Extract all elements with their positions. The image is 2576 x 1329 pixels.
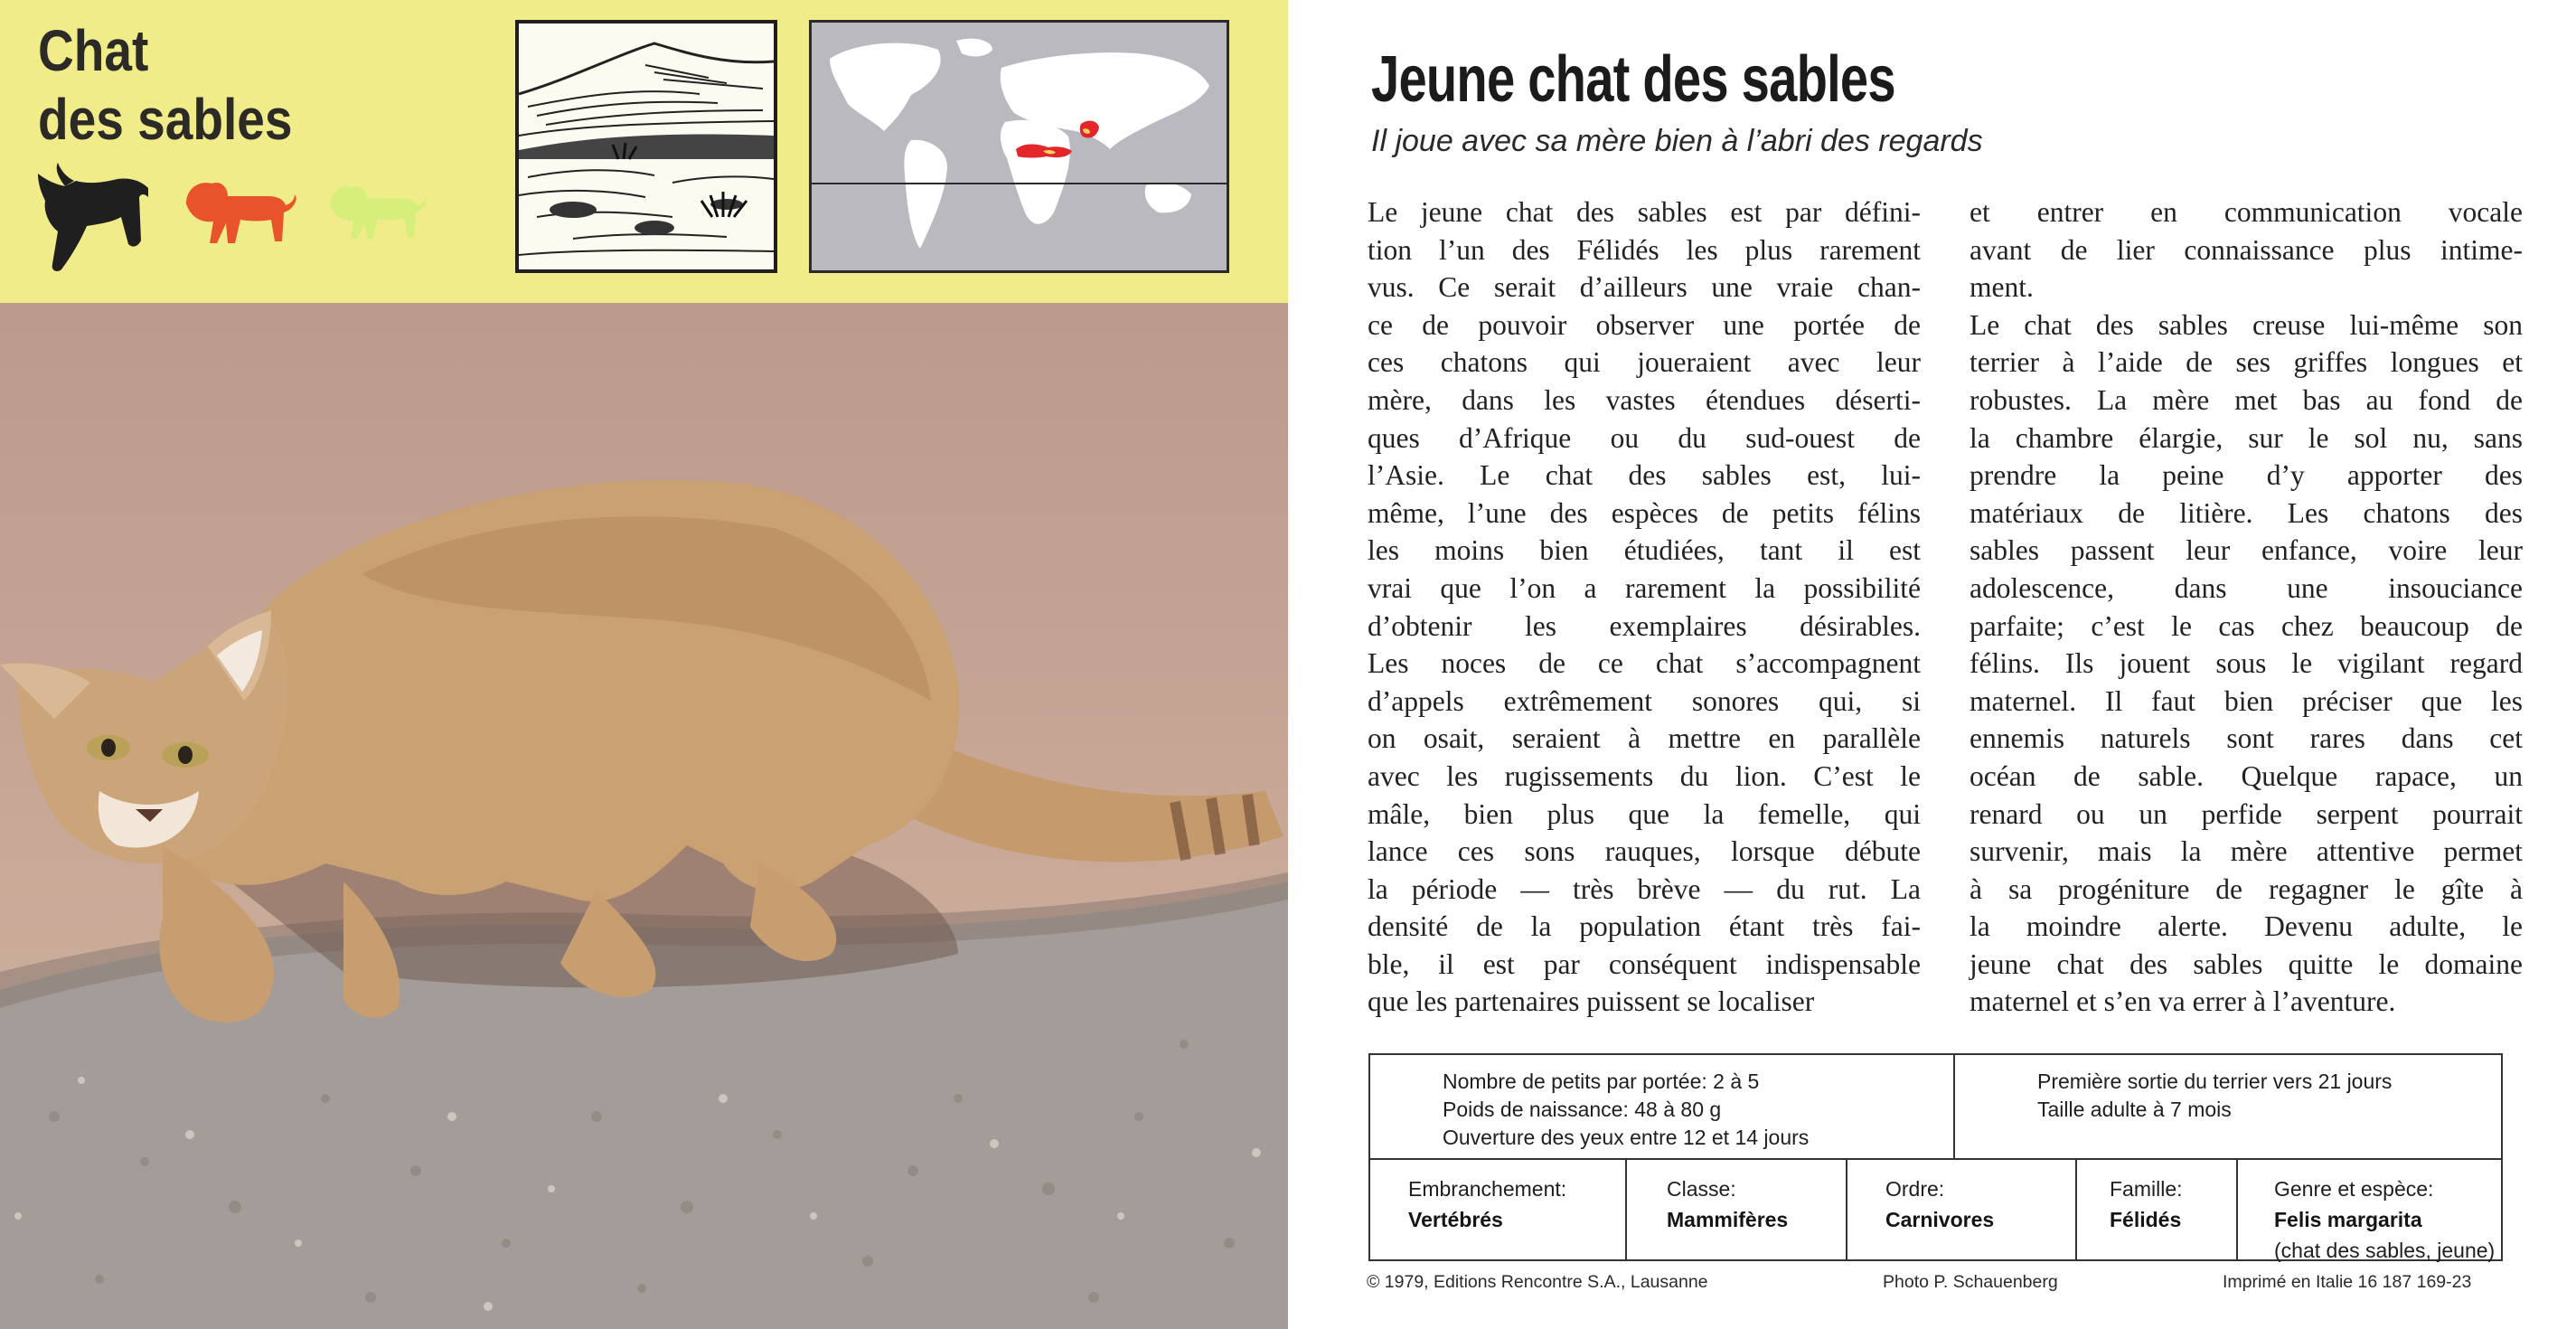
- taxonomy-separator: [1625, 1160, 1627, 1259]
- article-line: Le jeune chat des sables est par défini-: [1368, 196, 1921, 228]
- animal-card-back: [1288, 0, 2576, 1329]
- article-line: lance ces sons rauques, lorsque débute: [1368, 835, 1921, 868]
- embranchement-value: Vertébrés: [1408, 1208, 1503, 1231]
- article-line: mâle, bien plus que la femelle, qui: [1368, 797, 1921, 830]
- stats-divider: [1953, 1055, 1955, 1158]
- genre-note: (chat des sables, jeune): [2274, 1239, 2496, 1262]
- ordre-label: Ordre:: [1885, 1177, 1945, 1201]
- article-line: et entrer en communication vocale: [1970, 196, 2523, 228]
- stat-birth-weight: Poids de naissance: 48 à 80 g: [1443, 1098, 1722, 1121]
- article-line: avant de lier connaissance plus intime-: [1970, 233, 2523, 266]
- habitat-illustration: [515, 20, 777, 273]
- desert-dunes-icon: [519, 24, 774, 269]
- range-map: [809, 20, 1229, 273]
- article-line: ques d’Afrique ou du sud-ouest de: [1368, 421, 1921, 454]
- article-line: maternel. Il faut bien préciser que les: [1970, 684, 2523, 717]
- taxonomy-separator: [2075, 1160, 2077, 1259]
- article-line: la moindre alerte. Devenu adulte, le: [1970, 910, 2523, 943]
- taxonomy-box: [1368, 1160, 2503, 1261]
- card-title-line2: des sables: [38, 87, 293, 152]
- article-line: Les noces de ce chat s’accompagnent: [1368, 647, 1921, 680]
- world-map-icon: [812, 23, 1227, 270]
- article-line: terrier à l’aide de ses griffes longues et: [1970, 346, 2523, 379]
- article-line: ces chatons qui joueraient avec leur: [1368, 346, 1921, 379]
- article-line: avec les rugissements du lion. C’est le: [1368, 759, 1921, 792]
- stat-litter-size: Nombre de petits par portée: 2 à 5: [1443, 1070, 1760, 1093]
- article-line: Le chat des sables creuse lui-même son: [1970, 308, 2523, 341]
- article-line: sables passent leur enfance, voire leur: [1970, 534, 2523, 567]
- article-line: que les partenaires puissent se localiser: [1368, 985, 1815, 1018]
- stat-first-exit: Première sortie du terrier vers 21 jours: [2037, 1070, 2393, 1093]
- article-line: mère, dans les vastes étendues déserti-: [1368, 383, 1921, 416]
- article-line: ennemis naturels sont rares dans cet: [1970, 722, 2523, 755]
- article-line: d’appels extrêmement sonores qui, si: [1368, 684, 1921, 717]
- article-line: l’Asie. Le chat des sables est, lui-: [1368, 459, 1921, 492]
- article-line: maternel et s’en va errer à l’aventure.: [1970, 985, 2396, 1018]
- article-line: prendre la peine d’y apporter des: [1970, 459, 2523, 492]
- card-header: [0, 0, 1288, 303]
- article-line: tion l’un des Félidés les plus rarement: [1368, 233, 1921, 266]
- stats-box: [1368, 1053, 2503, 1160]
- sand-cat-photo-icon: [0, 303, 1288, 1329]
- article-line: parfaite; c’est le cas chez beaucoup de: [1970, 609, 2523, 642]
- genre-label: Genre et espèce:: [2274, 1177, 2434, 1201]
- article-line: robustes. La mère met bas au fond de: [1970, 383, 2523, 416]
- article-line: vrai que l’on a rarement la possibilité: [1368, 571, 1921, 604]
- article-title: Jeune chat des sables: [1371, 43, 1895, 116]
- article-line: on osait, seraient à mettre en parallèle: [1368, 722, 1921, 755]
- bull-icon: [34, 161, 152, 274]
- lion-icon-faded: [325, 179, 427, 244]
- print-info: Imprimé en Italie 16 187 169-23: [2223, 1272, 2472, 1292]
- article-column-left: [1368, 193, 1921, 1021]
- cat-photo: [0, 303, 1288, 1329]
- article-line: océan de sable. Quelque rapace, un: [1970, 759, 2523, 792]
- article-line: les moins bien étudiées, tant il est: [1368, 534, 1921, 567]
- article-line: félins. Ils jouent sous le vigilant regard: [1970, 647, 2523, 680]
- stat-adult-size: Taille adulte à 7 mois: [2037, 1098, 2232, 1121]
- article-line: même, l’une des espèces de petits félins: [1368, 496, 1921, 529]
- article-line: matériaux de litière. Les chatons des: [1970, 496, 2523, 529]
- copyright: © 1979, Editions Rencontre S.A., Lausanne: [1367, 1272, 1708, 1292]
- article-line: la période — très brève — du rut. La: [1368, 872, 1921, 905]
- stat-eyes-open: Ouverture des yeux entre 12 et 14 jours: [1443, 1126, 1810, 1149]
- card-title: [38, 16, 292, 154]
- photo-credit: Photo P. Schauenberg: [1883, 1272, 2058, 1292]
- article-line: à sa progéniture de regagner le gîte à: [1970, 872, 2523, 905]
- taxonomy-separator: [1846, 1160, 1847, 1259]
- article-line: jeune chat des sables quitte le domaine: [1970, 947, 2523, 980]
- embranchement-label: Embranchement:: [1408, 1177, 1567, 1201]
- article-line: survenir, mais la mère attentive permet: [1970, 835, 2523, 868]
- famille-label: Famille:: [2110, 1177, 2183, 1201]
- lion-icon: [181, 176, 296, 247]
- article-line: ment.: [1970, 271, 2034, 304]
- article-line: vus. Ce serait d’ailleurs une vraie chan-: [1368, 271, 1921, 304]
- ordre-value: Carnivores: [1885, 1208, 1995, 1231]
- classe-value: Mammifères: [1667, 1208, 1789, 1231]
- article-column-right: [1970, 193, 2523, 1021]
- card-title-line1: Chat: [38, 18, 149, 83]
- taxonomy-separator: [2236, 1160, 2238, 1259]
- article-line: la chambre élargie, sur le sol nu, sans: [1970, 421, 2523, 454]
- article-subtitle: Il joue avec sa mère bien à l’abri des regards: [1371, 124, 1983, 158]
- article-line: d’obtenir les exemplaires désirables.: [1368, 609, 1921, 642]
- article-line: renard ou un perfide serpent pourrait: [1970, 797, 2523, 830]
- article-line: densité de la population étant très fai-: [1368, 910, 1921, 943]
- article-line: ce de pouvoir observer une portée de: [1368, 308, 1921, 341]
- genre-value: Felis margarita: [2274, 1208, 2422, 1231]
- article-line: ble, il est par conséquent indispensable: [1368, 947, 1921, 980]
- classe-label: Classe:: [1667, 1177, 1736, 1201]
- famille-value: Félidés: [2110, 1208, 2182, 1231]
- article-line: adolescence, dans une insouciance: [1970, 571, 2523, 604]
